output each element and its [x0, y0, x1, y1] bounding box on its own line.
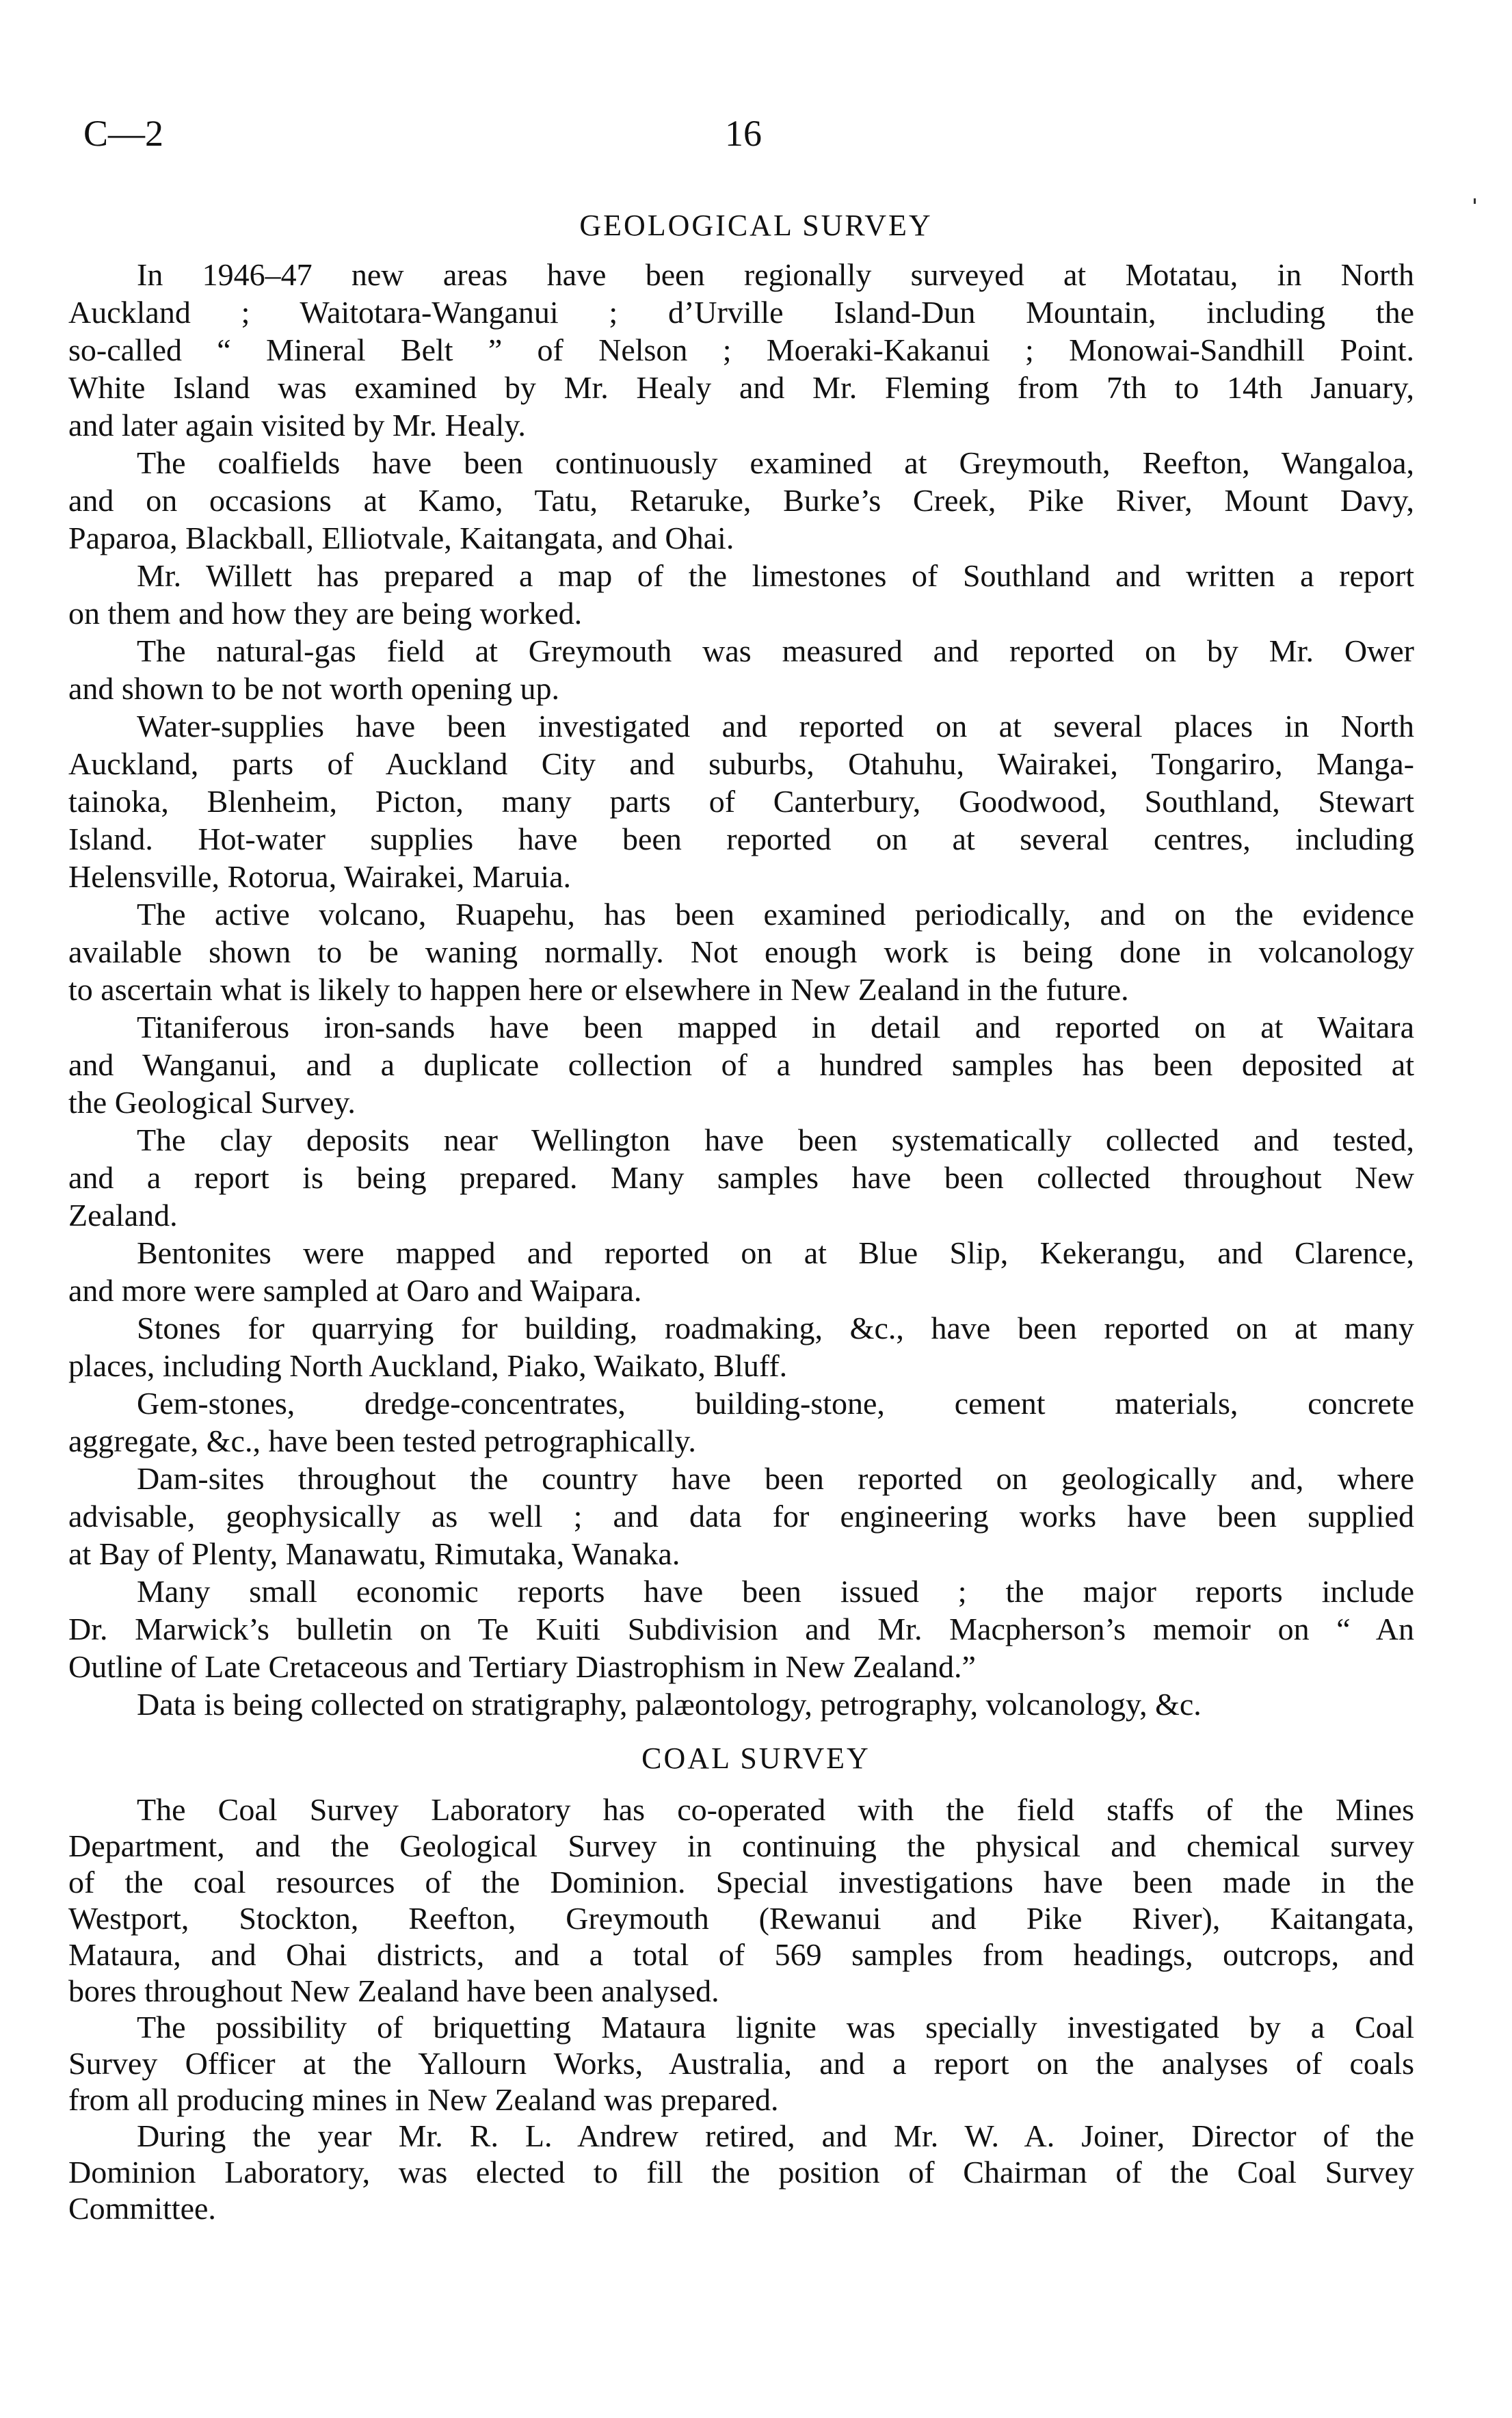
text-line: During the year Mr. R. L. Andrew retired, and Mr. W. A. Joiner, Director of the	[137, 2118, 1414, 2153]
text-line: available shown to be waning normally. Not enough work is being done in volcanology	[68, 934, 1414, 969]
text-line: Auckland ; Waitotara-Wanganui ; d’Urville Island-Dun Mountain, including the	[68, 295, 1414, 330]
text-line: Helensville, Rotorua, Wairakei, Maruia.	[68, 859, 572, 894]
text-line: and on occasions at Kamo, Tatu, Retaruke, Burke’s Creek, Pike River, Mount Davy,	[68, 483, 1414, 518]
paragraph	[68, 1384, 1414, 1460]
paragraph	[68, 1008, 1414, 1121]
text-line: Stones for quarrying for building, roadmaking, &c., have been reported on at many	[137, 1311, 1414, 1345]
text-line: and Wanganui, and a duplicate collection of a hundred samples has been deposited at	[68, 1047, 1414, 1082]
text-line: of the coal resources of the Dominion. Special investigations have been made in the	[68, 1865, 1414, 1900]
text-line: Paparoa, Blackball, Elliotvale, Kaitangata, and Ohai.	[68, 521, 734, 555]
text-line: places, including North Auckland, Piako, Waikato, Bluff.	[68, 1348, 788, 1383]
text-line: Outline of Late Cretaceous and Tertiary Diastrophism in New Zealand.”	[68, 1649, 976, 1684]
paragraph	[68, 444, 1414, 557]
paragraph	[68, 2118, 1414, 2226]
paragraph	[68, 557, 1414, 632]
section-heading-coal-survey: COAL SURVEY	[641, 1742, 871, 1775]
paragraph	[68, 1791, 1414, 2009]
paragraph	[68, 632, 1414, 707]
text-line: Bentonites were mapped and reported on at Blue Slip, Kekerangu, and Clarence,	[137, 1235, 1414, 1270]
paragraph	[68, 1460, 1414, 1573]
paragraph	[68, 1309, 1414, 1384]
text-line: Mr. Willett has prepared a map of the limestones of Southland and written a report	[137, 558, 1414, 593]
text-line: Many small economic reports have been issued ; the major reports include	[137, 1574, 1414, 1609]
text-line: and more were sampled at Oaro and Waipara.	[68, 1273, 642, 1308]
text-line: The active volcano, Ruapehu, has been examined periodically, and on the evidence	[137, 897, 1414, 932]
text-line: The Coal Survey Laboratory has co-operated with the field staffs of the Mines	[137, 1792, 1414, 1827]
paragraph	[68, 895, 1414, 1008]
text-line: the Geological Survey.	[68, 1085, 356, 1120]
paragraph	[68, 2009, 1414, 2118]
text-line: bores throughout New Zealand have been analysed.	[68, 1973, 719, 2008]
paragraph	[68, 1573, 1414, 1685]
paragraph	[68, 707, 1414, 895]
text-line: Committee.	[68, 2191, 216, 2226]
section-heading-geological-survey: GEOLOGICAL SURVEY	[579, 209, 933, 242]
text-line: advisable, geophysically as well ; and data for engineering works have been supplied	[68, 1499, 1414, 1534]
text-line: Titaniferous iron-sands have been mapped in detail and reported on at Waitara	[137, 1010, 1414, 1044]
text-line: aggregate, &c., have been tested petrographically.	[68, 1423, 696, 1458]
paragraph	[68, 256, 1414, 444]
text-line: and later again visited by Mr. Healy.	[68, 408, 526, 443]
text-line: and shown to be not worth opening up.	[68, 671, 560, 706]
text-line: to ascertain what is likely to happen here or elsewhere in New Zealand in the future.	[68, 972, 1129, 1007]
text-line: on them and how they are being worked.	[68, 596, 583, 631]
text-line: Westport, Stockton, Reefton, Greymouth (Rewanui and Pike River), Kaitangata,	[68, 1901, 1414, 1936]
text-line: Department, and the Geological Survey in continuing the physical and chemical survey	[68, 1828, 1414, 1863]
text-line: Auckland, parts of Auckland City and suburbs, Otahuhu, Wairakei, Tongariro, Manga-	[68, 746, 1414, 781]
paragraph	[68, 1685, 1414, 1723]
coal-survey-body	[68, 1791, 1414, 2226]
paragraph	[68, 1121, 1414, 1234]
text-line: The clay deposits near Wellington have been systematically collected and tested,	[137, 1122, 1414, 1157]
text-line: from all producing mines in New Zealand was prepared.	[68, 2082, 779, 2117]
text-line: at Bay of Plenty, Manawatu, Rimutaka, Wanaka.	[68, 1536, 680, 1571]
text-line: tainoka, Blenheim, Picton, many parts of Canterbury, Goodwood, Southland, Stewart	[68, 784, 1414, 819]
text-line: and a report is being prepared. Many samples have been collected throughout New	[68, 1160, 1414, 1195]
geological-survey-body	[68, 256, 1414, 1723]
text-line: Survey Officer at the Yallourn Works, Australia, and a report on the analyses of coals	[68, 2046, 1414, 2081]
text-line: In 1946–47 new areas have been regionally surveyed at Motatau, in North	[137, 257, 1414, 292]
document-code: C—2	[83, 113, 164, 154]
paragraph	[68, 1234, 1414, 1309]
text-line: The coalfields have been continuously examined at Greymouth, Reefton, Wangaloa,	[137, 445, 1414, 480]
text-line: so-called “ Mineral Belt ” of Nelson ; Moeraki-Kakanui ; Monowai-Sandhill Point.	[68, 332, 1414, 367]
text-line: Gem-stones, dredge-concentrates, building-stone, cement materials, concrete	[137, 1386, 1414, 1421]
text-line: Dam-sites throughout the country have been reported on geologically and, where	[137, 1461, 1414, 1496]
text-line: Dominion Laboratory, was elected to fill the position of Chairman of the Coal Survey	[68, 2155, 1414, 2190]
margin-mark	[1474, 198, 1476, 204]
text-line: White Island was examined by Mr. Healy and Mr. Fleming from 7th to 14th January,	[68, 370, 1414, 405]
text-line: The natural-gas field at Greymouth was measured and reported on by Mr. Ower	[137, 633, 1414, 668]
text-line: The possibility of briquetting Mataura lignite was specially investigated by a Coal	[137, 2010, 1414, 2045]
text-line: Dr. Marwick’s bulletin on Te Kuiti Subdivision and Mr. Macpherson’s memoir on “ An	[68, 1612, 1414, 1646]
text-line: Island. Hot-water supplies have been reported on at several centres, including	[68, 822, 1414, 856]
page-number: 16	[725, 113, 762, 154]
text-line: Water-supplies have been investigated and reported on at several places in North	[137, 709, 1414, 744]
text-line: Data is being collected on stratigraphy, palæontology, petrography, volcanology, &c.	[137, 1687, 1202, 1722]
text-line: Zealand.	[68, 1198, 178, 1233]
text-line: Mataura, and Ohai districts, and a total of 569 samples from headings, outcrops, and	[68, 1937, 1414, 1972]
